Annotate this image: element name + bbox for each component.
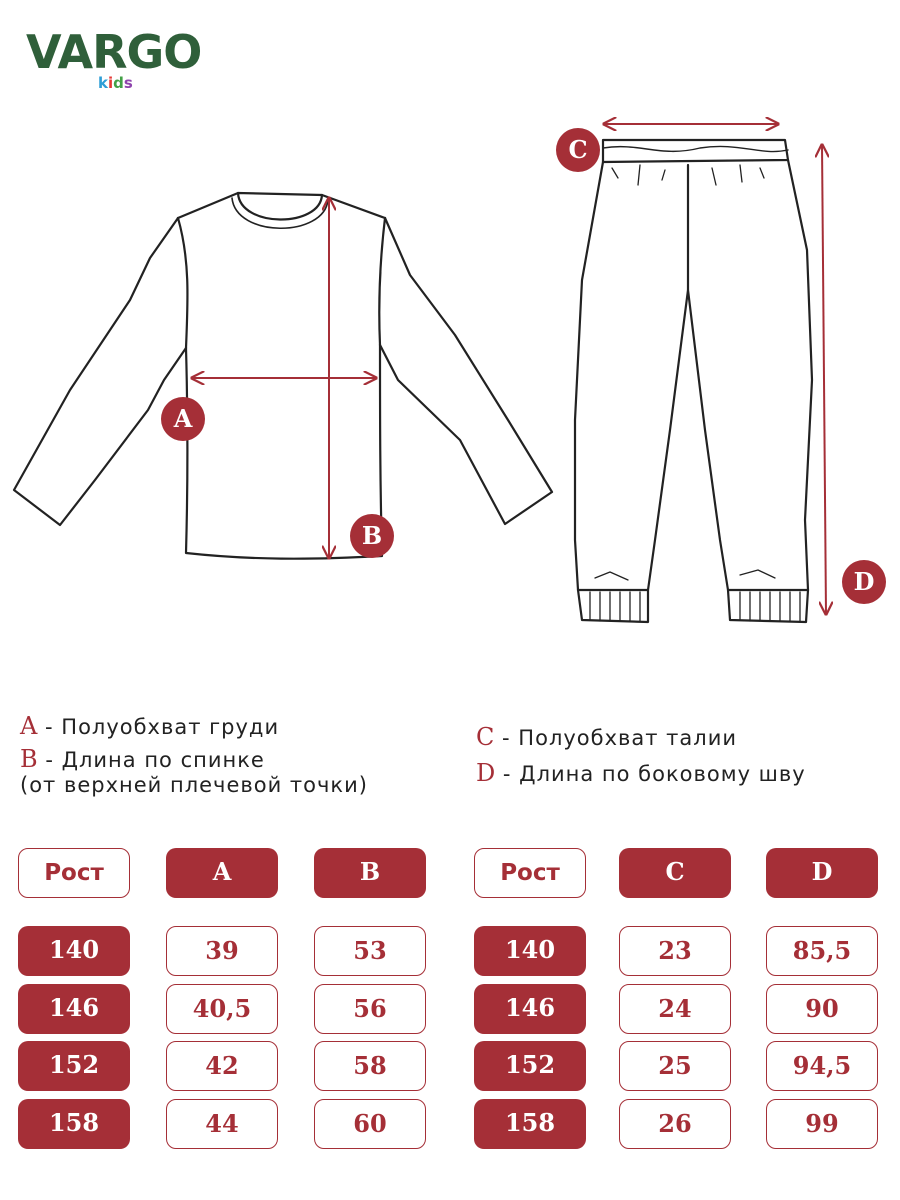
table-cell-c: 23 [619,926,731,976]
legend-b [20,746,265,773]
table-cell-a: 44 [166,1099,278,1149]
brand-sub-letter: k [98,74,108,92]
table-cell-d: 99 [766,1099,878,1149]
table-cell-height: 140 [474,926,586,976]
brand-sub-letter: d [113,74,124,92]
table-cell-height: 140 [18,926,130,976]
table-cell-b: 56 [314,984,426,1034]
legend-b-text: - Длина по спинке [37,748,265,772]
brand-name: VARGO [26,25,202,79]
pants-outline [575,140,812,622]
table-cell-height: 152 [474,1041,586,1091]
marker-b: B [350,514,394,558]
legend-c [476,724,737,751]
header-height: Рост [474,848,586,898]
legend-d-letter: D [476,759,496,787]
table-cell-b: 53 [314,926,426,976]
legend-b-note: (от верхней плечевой точки) [20,773,368,797]
legend-c-letter: C [476,723,495,751]
table-cell-height: 158 [18,1099,130,1149]
table-cell-c: 26 [619,1099,731,1149]
table-cell-b: 60 [314,1099,426,1149]
marker-c: C [556,128,600,172]
header-a: A [166,848,278,898]
sweatshirt-outline [14,193,552,559]
table-cell-a: 39 [166,926,278,976]
legend-a-letter: A [20,712,38,740]
measure-arrows [192,124,826,614]
header-c: C [619,848,731,898]
table-cell-height: 146 [474,984,586,1034]
header-d: D [766,848,878,898]
legend-d-text: - Длина по боковому шву [495,762,806,786]
table-cell-d: 94,5 [766,1041,878,1091]
legend-b-letter: B [20,745,38,773]
table-cell-b: 58 [314,1041,426,1091]
marker-d: D [842,560,886,604]
marker-a: A [161,397,205,441]
table-cell-height: 152 [18,1041,130,1091]
table-cell-d: 90 [766,984,878,1034]
legend-a-text: - Полуобхват груди [37,715,280,739]
legend-d [476,760,806,787]
header-b: B [314,848,426,898]
legend-a [20,713,279,740]
table-cell-a: 40,5 [166,984,278,1034]
table-cell-d: 85,5 [766,926,878,976]
header-height: Рост [18,848,130,898]
table-cell-c: 24 [619,984,731,1034]
table-cell-height: 158 [474,1099,586,1149]
legend-c-text: - Полуобхват талии [494,726,737,750]
table-cell-c: 25 [619,1041,731,1091]
table-cell-height: 146 [18,984,130,1034]
brand-sub-letter: i [107,74,114,92]
brand-sub-letter: s [123,74,133,92]
table-cell-a: 42 [166,1041,278,1091]
